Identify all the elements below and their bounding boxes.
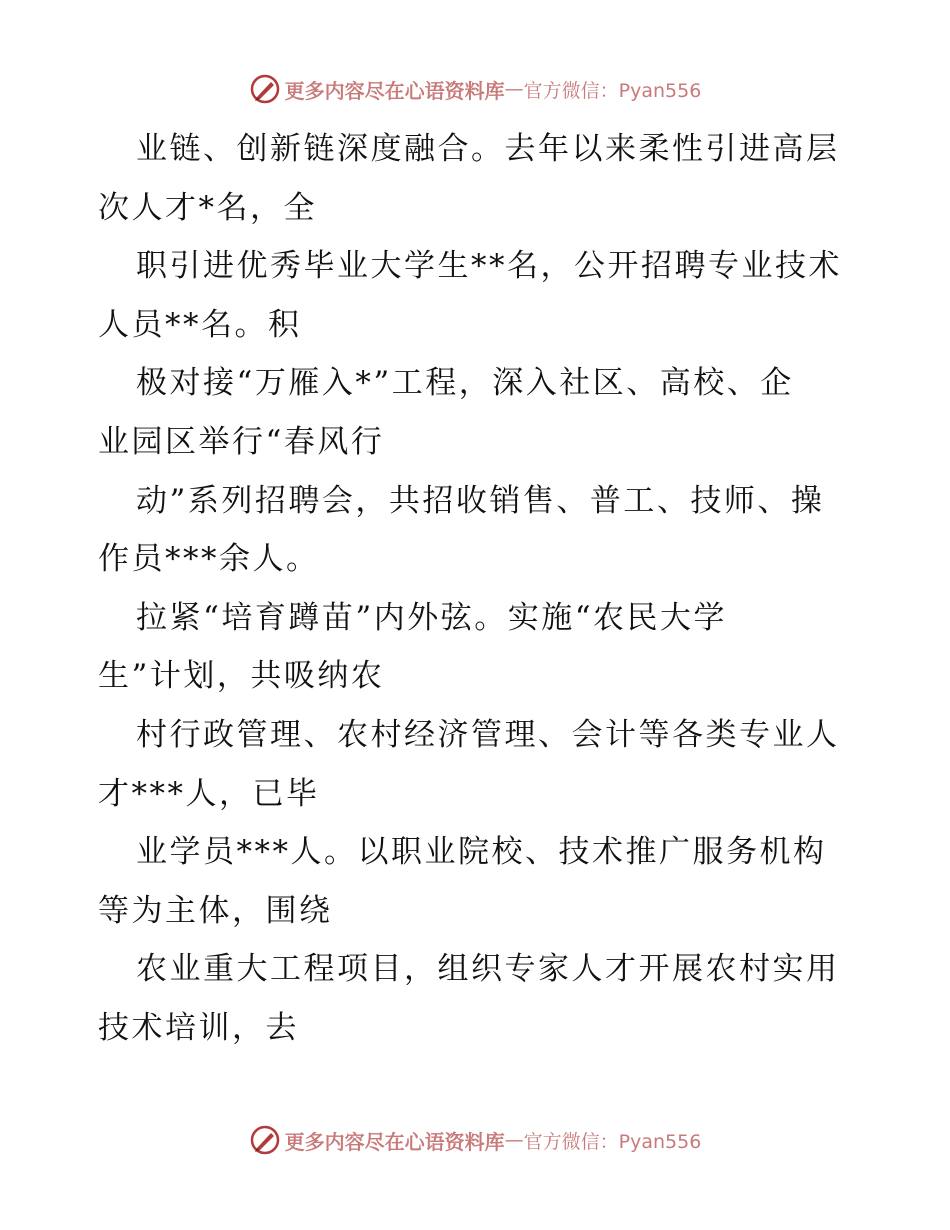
- text-line: 作员***余人。: [98, 541, 320, 578]
- text-line: 职引进优秀毕业大学生**名，公开招聘专业技术: [136, 248, 842, 285]
- text-line: 业链、创新链深度融合。去年以来柔性引进高层: [136, 131, 840, 167]
- text-line: 才***人，已毕: [98, 775, 320, 812]
- watermark-dash: —: [504, 78, 524, 100]
- watermark-dash: —: [504, 1129, 524, 1151]
- text-line: 人员**名。积: [98, 306, 302, 343]
- footer-watermark: [0, 1123, 950, 1157]
- text-line: 业学员***人。以职业院校、技术推广服务机构: [136, 834, 827, 871]
- document-body: [98, 120, 858, 1058]
- watermark-sub-text: 官方微信：Pyan556: [523, 79, 702, 102]
- watermark-main-text: 更多内容尽在心语资料库: [284, 1129, 505, 1154]
- text-line: 等为主体，围绕: [98, 892, 333, 929]
- text-line: 业园区举行“春风行: [98, 423, 385, 460]
- header-watermark: [0, 72, 950, 106]
- text-line: 技术培训，去: [98, 1009, 299, 1046]
- watermark-sub-text: 官方微信：Pyan556: [523, 1130, 702, 1153]
- text-line: 动”系列招聘会，共招收销售、普工、技师、操: [136, 482, 825, 519]
- text-line: 极对接“万雁入*”工程，深入社区、高校、企: [136, 365, 794, 402]
- text-line: 农业重大工程项目，组织专家人才开展农村实用: [136, 951, 840, 988]
- watermark-main-text: 更多内容尽在心语资料库: [284, 78, 505, 103]
- text-line: 拉紧“培育蹲苗”内外弦。实施“农民大学: [136, 599, 728, 636]
- text-line: 村行政管理、农村经济管理、会计等各类专业人: [136, 716, 840, 753]
- pen-logo-icon: [249, 73, 281, 105]
- text-line: 次人才*名，全: [98, 189, 317, 226]
- pen-logo-icon: [249, 1124, 281, 1156]
- text-line: 生”计划，共吸纳农: [98, 658, 385, 695]
